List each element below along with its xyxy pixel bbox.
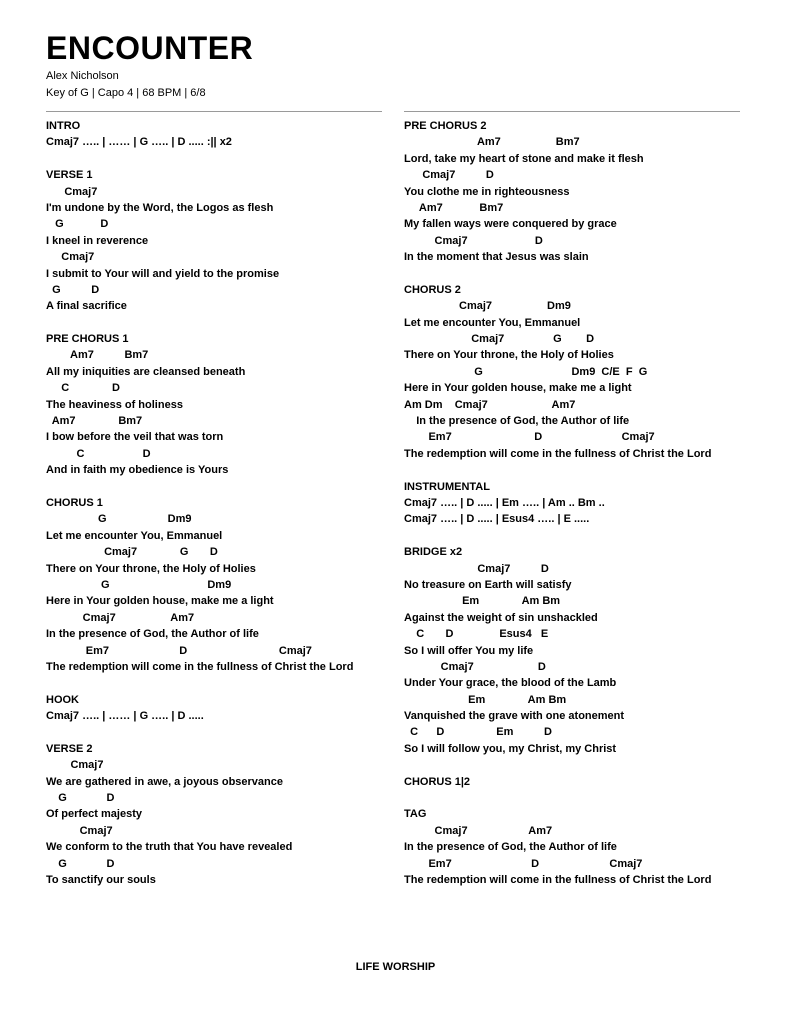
lyric-line: The heaviness of holiness	[46, 398, 183, 411]
lyric-line: You clothe me in righteousness	[404, 185, 570, 198]
song-section	[404, 479, 744, 528]
lyric-line: Lord, take my heart of stone and make it flesh	[404, 152, 644, 165]
lyric-line: Cmaj7	[46, 824, 113, 837]
song-title: ENCOUNTER	[46, 30, 254, 66]
lyric-line: I kneel in reverence	[46, 234, 149, 247]
lyric-line: C D	[46, 447, 151, 460]
song-section	[46, 495, 386, 675]
lyric-line: In the presence of God, the Author of life	[404, 841, 617, 854]
right-column	[404, 118, 744, 905]
section-heading: PRE CHORUS 2	[404, 120, 487, 132]
lyric-line: I'm undone by the Word, the Logos as flesh	[46, 201, 274, 214]
lyric-line: Of perfect majesty	[46, 808, 142, 821]
lyric-line: Cmaj7	[46, 185, 98, 198]
lyric-line: The redemption will come in the fullness of Christ the Lord	[404, 447, 712, 460]
lyric-line: G Dm9	[46, 513, 192, 526]
left-column	[46, 118, 386, 905]
lyric-line: Cmaj7 D	[404, 660, 546, 673]
lyric-line: Em7 D Cmaj7	[404, 431, 655, 444]
lyric-line: Here in Your golden house, make me a light	[46, 595, 274, 608]
song-author: Alex Nicholson	[46, 70, 119, 82]
section-heading: PRE CHORUS 1	[46, 333, 129, 346]
section-heading: CHORUS 1	[46, 496, 103, 509]
lyric-line: Cmaj7 G D	[46, 546, 218, 559]
lyric-line: No treasure on Earth will satisfy	[404, 578, 572, 591]
lyric-line: G Dm9 C/E F G	[404, 365, 648, 378]
section-heading: INTRO	[46, 120, 81, 132]
lyric-line: In the presence of God, the Author of life	[404, 415, 630, 428]
lyric-line: Here in Your golden house, make me a light	[404, 382, 632, 395]
section-heading: HOOK	[46, 693, 79, 706]
lyric-line: In the presence of God, the Author of life	[46, 628, 259, 641]
lyric-line: Cmaj7	[46, 759, 104, 772]
song-section	[46, 331, 386, 479]
lyric-line: G Dm9	[46, 578, 232, 591]
lyric-line: In the moment that Jesus was slain	[404, 251, 589, 264]
section-heading: VERSE 1	[46, 169, 93, 182]
lyric-line: My fallen ways were conquered by grace	[404, 218, 617, 231]
lyric-line: Cmaj7 D	[404, 234, 543, 247]
song-section	[404, 118, 744, 266]
lyric-line: There on Your throne, the Holy of Holies	[404, 349, 614, 362]
lyric-line: Cmaj7 ….. | …… | G ….. | D ..... :|| x2	[46, 136, 232, 149]
song-section	[404, 282, 744, 462]
divider-left	[46, 111, 382, 112]
lyric-line: Against the weight of sin unshackled	[404, 611, 598, 624]
lyric-line: Em7 D Cmaj7	[404, 857, 643, 870]
lyric-line: Under Your grace, the blood of the Lamb	[404, 677, 617, 690]
song-section	[404, 806, 744, 888]
lyric-line: Cmaj7 Am7	[404, 824, 553, 837]
lyric-line: The redemption will come in the fullness of Christ the Lord	[46, 660, 354, 673]
lyric-line: Cmaj7 ….. | D ..... | Em ….. | Am .. Bm ..	[404, 496, 605, 509]
lyric-line: Cmaj7 Am7	[46, 611, 195, 624]
section-heading: TAG	[404, 808, 427, 821]
lyric-line: Vanquished the grave with one atonement	[404, 710, 625, 723]
lyric-line: Cmaj7 ….. | D ..... | Esus4 ….. | E .....	[404, 513, 590, 526]
lyric-line: Em7 D Cmaj7	[46, 644, 312, 657]
lyric-line: Am7 Bm7	[46, 415, 143, 428]
lyric-line: Am7 Bm7	[404, 136, 580, 149]
lyric-line: A final sacrifice	[46, 300, 127, 313]
lyric-line: Cmaj7 D	[404, 562, 549, 575]
lyric-line: G D	[46, 857, 115, 870]
lyric-line: Cmaj7 G D	[404, 333, 595, 346]
song-section	[404, 774, 744, 790]
footer-label: LIFE WORSHIP	[355, 961, 436, 973]
lyric-line: I bow before the veil that was torn	[46, 431, 224, 444]
lyric-line: G D	[46, 218, 109, 231]
lyric-line: Let me encounter You, Emmanuel	[46, 529, 223, 542]
lyric-line: Cmaj7 D	[404, 169, 494, 182]
lyric-line: Cmaj7 ….. | …… | G ….. | D .....	[46, 710, 204, 723]
lyric-line: And in faith my obedience is Yours	[46, 464, 229, 477]
lyric-line: Am7 Bm7	[404, 201, 504, 214]
divider-right	[404, 111, 740, 112]
lyric-line: Em Am Bm	[404, 595, 561, 608]
song-section	[46, 741, 386, 889]
lyric-line: So I will offer You my life	[404, 644, 534, 657]
section-heading: INSTRUMENTAL	[404, 480, 490, 493]
lyric-line: There on Your throne, the Holy of Holies	[46, 562, 256, 575]
lyric-line: G D	[46, 792, 115, 805]
lyric-line: Am7 Bm7	[46, 349, 149, 362]
lyric-line: Am Dm Cmaj7 Am7	[404, 398, 576, 411]
lyric-line: Let me encounter You, Emmanuel	[404, 316, 581, 329]
lyric-line: C D	[46, 382, 120, 395]
lyric-line: The redemption will come in the fullness of Christ the Lord	[404, 873, 712, 886]
lyric-line: Em Am Bm	[404, 693, 567, 706]
lyric-line: So I will follow you, my Christ, my Christ	[404, 742, 617, 755]
section-heading: CHORUS 1|2	[404, 775, 471, 788]
lyric-line: We conform to the truth that You have revealed	[46, 841, 293, 854]
lyric-line: All my iniquities are cleansed beneath	[46, 365, 246, 378]
song-section	[46, 118, 386, 151]
lyric-line: C D Em D	[404, 726, 552, 739]
lyric-line: To sanctify our souls	[46, 873, 156, 886]
lyric-line: We are gathered in awe, a joyous observance	[46, 775, 283, 788]
lyric-line: C D Esus4 E	[404, 628, 549, 641]
section-heading: VERSE 2	[46, 742, 93, 755]
lyric-line: Cmaj7 Dm9	[404, 300, 571, 313]
section-heading: BRIDGE x2	[404, 546, 463, 559]
song-section	[404, 544, 744, 757]
lyric-line: Cmaj7	[46, 251, 95, 264]
lyric-line: I submit to Your will and yield to the promise	[46, 267, 280, 280]
section-heading: CHORUS 2	[404, 283, 461, 296]
song-section	[46, 692, 386, 725]
song-info: Key of G | Capo 4 | 68 BPM | 6/8	[46, 87, 206, 99]
song-section	[46, 167, 386, 315]
lyric-line: G D	[46, 283, 100, 296]
